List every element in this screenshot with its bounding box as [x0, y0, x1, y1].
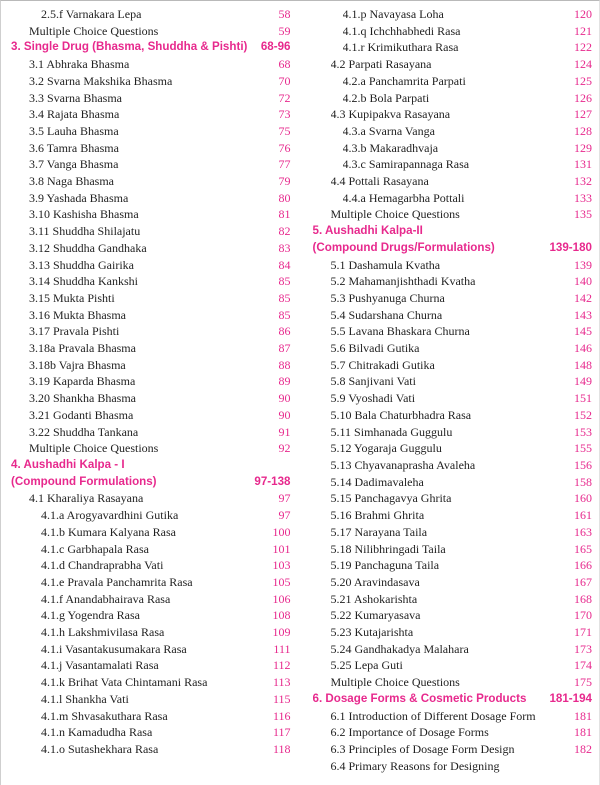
- toc-entry-label: 3.8 Naga Bhasma: [29, 174, 114, 189]
- toc-entry-label: 4.3.c Samirapannaga Rasa: [342, 157, 470, 172]
- toc-entry: [11, 424, 291, 441]
- toc-page-number: 101: [272, 541, 291, 556]
- toc-page-number: 105: [272, 574, 291, 589]
- toc-page-number: 88: [278, 357, 291, 372]
- toc-entry-label: 4.1.k Brihat Vata Chintamani Rasa: [41, 675, 208, 690]
- toc-page-number: 90: [278, 407, 291, 422]
- toc-entry: [11, 273, 291, 290]
- toc-entry: [313, 156, 593, 173]
- toc-entry-label: Multiple Choice Questions: [29, 23, 159, 38]
- toc-page-number: 103: [272, 558, 291, 573]
- toc-entry-label: 5.22 Kumaryasava: [330, 608, 421, 623]
- toc-entry-label: 4.1.l Shankha Vati: [41, 691, 129, 706]
- toc-entry-label: 4.1.j Vasantamalati Rasa: [41, 658, 159, 673]
- toc-entry: [11, 123, 291, 140]
- toc-entry: [313, 273, 593, 290]
- toc-entry: [313, 39, 593, 56]
- toc-entry: [313, 73, 593, 90]
- toc-entry: [313, 307, 593, 324]
- toc-entry: [313, 557, 593, 574]
- toc-entry-label: 4.4.a Hemagarbha Pottali: [342, 190, 465, 205]
- toc-entry: [11, 708, 291, 725]
- toc-entry-label: 4.3.b Makaradhvaja: [342, 140, 439, 155]
- toc-entry-label: 3.20 Shankha Bhasma: [29, 391, 136, 406]
- toc-page-number: 181: [574, 725, 592, 740]
- toc-entry-label: 4.1.o Sutashekhara Rasa: [41, 741, 159, 756]
- toc-entry-label: 3.17 Pravala Pishti: [29, 324, 120, 339]
- toc-entry: [313, 758, 593, 775]
- toc-entry: [11, 373, 291, 390]
- toc-entry: [11, 691, 291, 708]
- toc-entry-label: 3.18b Vajra Bhasma: [29, 357, 126, 372]
- toc-entry: [11, 574, 291, 591]
- toc-entry: [313, 541, 593, 558]
- toc-entry-label: 2.5.f Varnakara Lepa: [41, 7, 142, 21]
- toc-page-number: 135: [574, 207, 592, 222]
- toc-page-number: 58: [278, 7, 291, 21]
- toc-page-number: 80: [278, 190, 291, 205]
- toc-entry: [11, 173, 291, 190]
- toc-entry: [11, 307, 291, 324]
- toc-section-heading: [313, 691, 593, 708]
- toc-entry: [313, 591, 593, 608]
- toc-entry-label: 6.4 Primary Reasons for Designing: [330, 758, 500, 773]
- toc-page-number: 158: [574, 474, 592, 489]
- toc-page-number: 127: [574, 107, 592, 122]
- toc-page-number: 89: [278, 374, 291, 389]
- toc-page-number: 125: [574, 73, 592, 88]
- toc-page-number: 139: [574, 257, 592, 272]
- toc-page-number: 87: [278, 341, 291, 356]
- toc-page-number: 90: [278, 391, 291, 406]
- toc-page-number: 97: [278, 491, 291, 506]
- toc-entry-label: 4.1.b Kumara Kalyana Rasa: [41, 524, 176, 539]
- toc-page-number: 111: [273, 641, 291, 656]
- toc-entry-label: 6.1 Introduction of Different Dosage Form: [330, 708, 536, 723]
- toc-page-number: 156: [574, 457, 592, 472]
- toc-entry-label: 3.18a Pravala Bhasma: [29, 341, 136, 356]
- toc-entry: [11, 257, 291, 274]
- toc-entry: [11, 390, 291, 407]
- toc-entry-label: 5.17 Narayana Taila: [330, 524, 428, 539]
- toc-entry: [11, 240, 291, 257]
- toc-page-number: 145: [574, 324, 592, 339]
- toc-page-number: 59: [278, 23, 291, 38]
- toc-entry: [11, 490, 291, 507]
- toc-entry-label: 4.1.r Krimikuthara Rasa: [342, 40, 459, 55]
- toc-section-heading: [313, 240, 593, 257]
- toc-page-number: 168: [574, 591, 592, 606]
- toc-section-heading: [313, 223, 593, 240]
- toc-entry-label: 4.2 Parpati Rasayana: [330, 57, 432, 72]
- toc-page-number: 70: [278, 73, 291, 88]
- toc-entry: [11, 56, 291, 73]
- toc-entry: [11, 607, 291, 624]
- toc-entry-label: 4.1.g Yogendra Rasa: [41, 608, 140, 623]
- toc-entry-label: 4.3.a Svarna Vanga: [342, 123, 435, 138]
- toc-page-number: 112: [272, 658, 291, 673]
- toc-page-number: 174: [574, 658, 592, 673]
- toc-column-right: [313, 6, 593, 774]
- toc-entry: [313, 440, 593, 457]
- toc-two-column-layout: [1, 1, 599, 774]
- toc-entry-label: 5.12 Yogaraja Guggulu: [330, 441, 442, 456]
- toc-page-number: 100: [272, 524, 291, 539]
- toc-entry: [11, 206, 291, 223]
- toc-entry-label: 5.5 Lavana Bhaskara Churna: [330, 324, 470, 339]
- toc-entry: [11, 657, 291, 674]
- toc-entry: [11, 140, 291, 157]
- toc-entry: [313, 90, 593, 107]
- toc-page-number: 163: [574, 524, 592, 539]
- toc-page-number: 97: [278, 508, 291, 523]
- toc-entry: [313, 741, 593, 758]
- toc-page-number: 68-96: [260, 40, 291, 54]
- toc-entry-label: 5.21 Ashokarishta: [330, 591, 418, 606]
- toc-entry-label: 3.9 Yashada Bhasma: [29, 190, 129, 205]
- toc-entry-label: 3.22 Shuddha Tankana: [29, 424, 139, 439]
- toc-page-number: 76: [278, 140, 291, 155]
- toc-page-number: 116: [272, 708, 291, 723]
- toc-page-number: 153: [574, 424, 592, 439]
- toc-entry-label: 3.3 Svarna Bhasma: [29, 90, 122, 105]
- toc-page-number: 133: [574, 190, 592, 205]
- toc-page-number: 151: [574, 391, 592, 406]
- toc-entry: [11, 541, 291, 558]
- toc-entry: [313, 390, 593, 407]
- toc-section-label: 5. Aushadhi Kalpa-II: [312, 224, 423, 238]
- toc-entry-label: 5.6 Bilvadi Gutika: [330, 341, 420, 356]
- toc-page-number: 75: [278, 123, 291, 138]
- toc-entry-label: 4.2.b Bola Parpati: [342, 90, 430, 105]
- toc-page-number: 143: [574, 307, 592, 322]
- toc-page-number: 118: [272, 741, 291, 756]
- toc-entry: [313, 206, 593, 223]
- toc-page-number: 117: [272, 725, 291, 740]
- toc-entry-label: 6.3 Principles of Dosage Form Design: [330, 741, 515, 756]
- toc-entry-label: 3.11 Shuddha Shilajatu: [29, 224, 141, 239]
- toc-entry: [11, 591, 291, 608]
- toc-entry-label: 5.14 Dadimavaleha: [330, 474, 424, 489]
- toc-entry-label: Multiple Choice Questions: [330, 675, 460, 690]
- toc-entry-label: 5.13 Chyavanaprasha Avaleha: [330, 457, 476, 472]
- toc-entry-label: 4.1.n Kamadudha Rasa: [41, 725, 153, 740]
- toc-page-number: 73: [278, 107, 291, 122]
- toc-entry-label: 5.25 Lepa Guti: [330, 658, 403, 673]
- toc-section-label: (Compound Formulations): [11, 474, 157, 488]
- toc-entry-label: 4.4 Pottali Rasayana: [330, 174, 429, 189]
- toc-entry-label: 4.1.i Vasantakusumakara Rasa: [41, 641, 187, 656]
- toc-page-number: 83: [278, 240, 291, 255]
- toc-entry: [11, 724, 291, 741]
- toc-entry: [313, 290, 593, 307]
- toc-page-number: 173: [574, 641, 592, 656]
- toc-section-label: 3. Single Drug (Bhasma, Shuddha & Pishti): [11, 40, 248, 54]
- toc-entry-label: 3.19 Kaparda Bhasma: [29, 374, 136, 389]
- toc-entry: [313, 373, 593, 390]
- toc-entry: [11, 507, 291, 524]
- toc-entry: [313, 457, 593, 474]
- toc-entry-label: Multiple Choice Questions: [330, 207, 460, 222]
- toc-entry-label: 5.1 Dashamula Kvatha: [330, 257, 441, 272]
- toc-entry: [313, 641, 593, 658]
- toc-page-number: 140: [574, 274, 592, 289]
- toc-entry: [313, 708, 593, 725]
- toc-entry: [11, 624, 291, 641]
- toc-entry-label: 4.1.c Garbhapala Rasa: [41, 541, 149, 556]
- toc-page-number: 167: [574, 574, 592, 589]
- toc-column-left: [11, 6, 291, 774]
- toc-page-number: 77: [278, 157, 291, 172]
- toc-entry: [11, 557, 291, 574]
- toc-entry: [11, 440, 291, 457]
- toc-entry: [313, 23, 593, 40]
- toc-page-number: 82: [278, 224, 291, 239]
- toc-page-number: 120: [574, 7, 592, 21]
- toc-entry-label: 3.10 Kashisha Bhasma: [29, 207, 139, 222]
- toc-entry-label: 3.13 Shuddha Gairika: [29, 257, 134, 272]
- toc-page-number: 166: [574, 558, 592, 573]
- toc-entry: [11, 73, 291, 90]
- toc-entry: [313, 424, 593, 441]
- toc-section-label: 4. Aushadhi Kalpa - I: [11, 457, 125, 471]
- toc-entry-label: 4.3 Kupipakva Rasayana: [330, 107, 451, 122]
- toc-page-number: 129: [574, 140, 592, 155]
- toc-entry: [11, 741, 291, 758]
- toc-entry: [11, 407, 291, 424]
- toc-page-number: 155: [574, 441, 592, 456]
- toc-page-number: 128: [574, 123, 592, 138]
- toc-entry: [313, 190, 593, 207]
- toc-entry-label: 4.1.h Lakshmivilasa Rasa: [41, 625, 165, 640]
- toc-page-number: 126: [574, 90, 592, 105]
- toc-entry: [11, 524, 291, 541]
- toc-section-label: 6. Dosage Forms & Cosmetic Products: [312, 691, 527, 705]
- toc-entry-label: 3.21 Godanti Bhasma: [29, 407, 134, 422]
- toc-page-number: 160: [574, 491, 592, 506]
- toc-page-number: 121: [574, 23, 592, 38]
- toc-page-number: 131: [574, 157, 592, 172]
- toc-entry-label: 4.1.f Anandabhairava Rasa: [41, 591, 171, 606]
- toc-entry: [313, 357, 593, 374]
- toc-entry-label: 3.2 Svarna Makshika Bhasma: [29, 73, 173, 88]
- toc-entry: [11, 6, 291, 23]
- toc-entry-label: 4.1 Kharaliya Rasayana: [29, 491, 144, 506]
- toc-entry-label: 5.23 Kutajarishta: [330, 625, 414, 640]
- toc-page-number: 115: [272, 691, 291, 706]
- toc-entry: [313, 340, 593, 357]
- toc-section-label: (Compound Drugs/Formulations): [312, 240, 495, 254]
- toc-entry: [11, 106, 291, 123]
- toc-page-number: 149: [574, 374, 592, 389]
- toc-page-number: 122: [574, 40, 592, 55]
- toc-page-number: 170: [574, 608, 592, 623]
- toc-entry-label: 3.4 Rajata Bhasma: [29, 107, 120, 122]
- toc-entry: [313, 6, 593, 23]
- toc-entry: [11, 641, 291, 658]
- toc-entry-label: 3.7 Vanga Bhasma: [29, 157, 119, 172]
- toc-entry: [313, 140, 593, 157]
- toc-entry: [11, 190, 291, 207]
- toc-entry: [313, 407, 593, 424]
- toc-entry: [11, 90, 291, 107]
- toc-page-number: 142: [574, 290, 592, 305]
- toc-page-number: 152: [574, 407, 592, 422]
- toc-entry: [11, 156, 291, 173]
- toc-entry-label: 4.1.d Chandraprabha Vati: [41, 558, 164, 573]
- toc-entry-label: 5.9 Vyoshadi Vati: [330, 391, 416, 406]
- toc-entry: [313, 607, 593, 624]
- toc-page-number: 175: [574, 675, 592, 690]
- toc-entry: [11, 674, 291, 691]
- toc-entry: [313, 657, 593, 674]
- toc-page-number: 85: [278, 307, 291, 322]
- toc-entry-label: 5.20 Aravindasava: [330, 574, 420, 589]
- toc-entry: [11, 23, 291, 40]
- toc-entry-label: 3.16 Mukta Bhasma: [29, 307, 126, 322]
- toc-entry-label: 5.4 Sudarshana Churna: [330, 307, 443, 322]
- toc-entry-label: 5.7 Chitrakadi Gutika: [330, 357, 435, 372]
- toc-entry: [11, 223, 291, 240]
- toc-entry-label: Multiple Choice Questions: [29, 441, 159, 456]
- toc-page-number: 85: [278, 290, 291, 305]
- toc-entry: [313, 624, 593, 641]
- toc-entry: [313, 724, 593, 741]
- toc-entry-label: 3.6 Tamra Bhasma: [29, 140, 119, 155]
- toc-page-number: 124: [574, 57, 592, 72]
- toc-entry: [11, 323, 291, 340]
- toc-page-number: 181: [574, 708, 592, 723]
- toc-page-number: 108: [272, 608, 291, 623]
- toc-entry-label: 5.3 Pushyanuga Churna: [330, 290, 445, 305]
- toc-entry: [313, 474, 593, 491]
- toc-page-number: 181-194: [549, 691, 592, 705]
- toc-page-number: 81: [278, 207, 291, 222]
- toc-entry: [11, 340, 291, 357]
- toc-entry: [313, 574, 593, 591]
- toc-entry-label: 3.15 Mukta Pishti: [29, 290, 115, 305]
- toc-entry-label: 5.16 Brahmi Ghrita: [330, 508, 425, 523]
- toc-page-number: 92: [278, 441, 291, 456]
- toc-page-number: 86: [278, 324, 291, 339]
- toc-page-number: 109: [272, 625, 291, 640]
- toc-entry: [313, 524, 593, 541]
- toc-entry-label: 5.10 Bala Chaturbhadra Rasa: [330, 407, 472, 422]
- toc-entry: [313, 257, 593, 274]
- toc-entry-label: 3.5 Lauha Bhasma: [29, 123, 119, 138]
- toc-page-number: 139-180: [549, 240, 592, 254]
- toc-entry-label: 4.1.q Ichchhabhedi Rasa: [342, 23, 461, 38]
- toc-page-number: 85: [278, 274, 291, 289]
- toc-section-heading: [11, 474, 291, 491]
- toc-entry-label: 4.1.a Arogyavardhini Gutika: [41, 508, 179, 523]
- toc-page-number: 148: [574, 357, 592, 372]
- toc-page-number: 72: [278, 90, 291, 105]
- toc-entry: [313, 323, 593, 340]
- toc-entry-label: 4.1.m Shvasakuthara Rasa: [41, 708, 168, 723]
- toc-entry: [313, 123, 593, 140]
- toc-entry-label: 4.1.p Navayasa Loha: [342, 7, 444, 21]
- toc-page-number: 97-138: [254, 474, 291, 488]
- toc-entry-label: 5.15 Panchagavya Ghrita: [330, 491, 452, 506]
- toc-page-number: 161: [574, 508, 592, 523]
- toc-page-number: 146: [574, 341, 592, 356]
- toc-page-number: 171: [574, 625, 592, 640]
- toc-page-number: 165: [574, 541, 592, 556]
- toc-entry: [313, 173, 593, 190]
- toc-entry-label: 5.19 Panchaguna Taila: [330, 558, 440, 573]
- toc-page-number: 132: [574, 174, 592, 189]
- toc-entry-label: 5.24 Gandhakadya Malahara: [330, 641, 469, 656]
- toc-entry: [313, 674, 593, 691]
- toc-entry-label: 5.2 Mahamanjishthadi Kvatha: [330, 274, 476, 289]
- toc-entry-label: 5.11 Simhanada Guggulu: [330, 424, 453, 439]
- toc-entry-label: 3.1 Abhraka Bhasma: [29, 57, 130, 72]
- toc-entry-label: 6.2 Importance of Dosage Forms: [330, 725, 489, 740]
- toc-entry: [313, 490, 593, 507]
- toc-entry-label: 3.12 Shuddha Gandhaka: [29, 240, 147, 255]
- toc-entry-label: 3.14 Shuddha Kankshi: [29, 274, 138, 289]
- toc-entry-label: 4.1.e Pravala Panchamrita Rasa: [41, 574, 193, 589]
- toc-entry: [313, 106, 593, 123]
- toc-page-number: 84: [278, 257, 291, 272]
- toc-page-number: 182: [574, 741, 592, 756]
- toc-entry: [313, 56, 593, 73]
- toc-page-number: 106: [272, 591, 291, 606]
- toc-page-number: 113: [272, 675, 291, 690]
- toc-entry: [11, 357, 291, 374]
- toc-section-heading: [11, 457, 291, 474]
- toc-entry: [11, 290, 291, 307]
- toc-page-number: 91: [278, 424, 291, 439]
- toc-entry-label: 5.8 Sanjivani Vati: [330, 374, 416, 389]
- toc-entry-label: 5.18 Nilibhringadi Taila: [330, 541, 446, 556]
- toc-entry-label: 4.2.a Panchamrita Parpati: [342, 73, 466, 88]
- toc-section-heading: [11, 39, 291, 56]
- toc-page-number: 68: [278, 57, 291, 72]
- toc-page-number: 79: [278, 174, 291, 189]
- toc-entry: [313, 507, 593, 524]
